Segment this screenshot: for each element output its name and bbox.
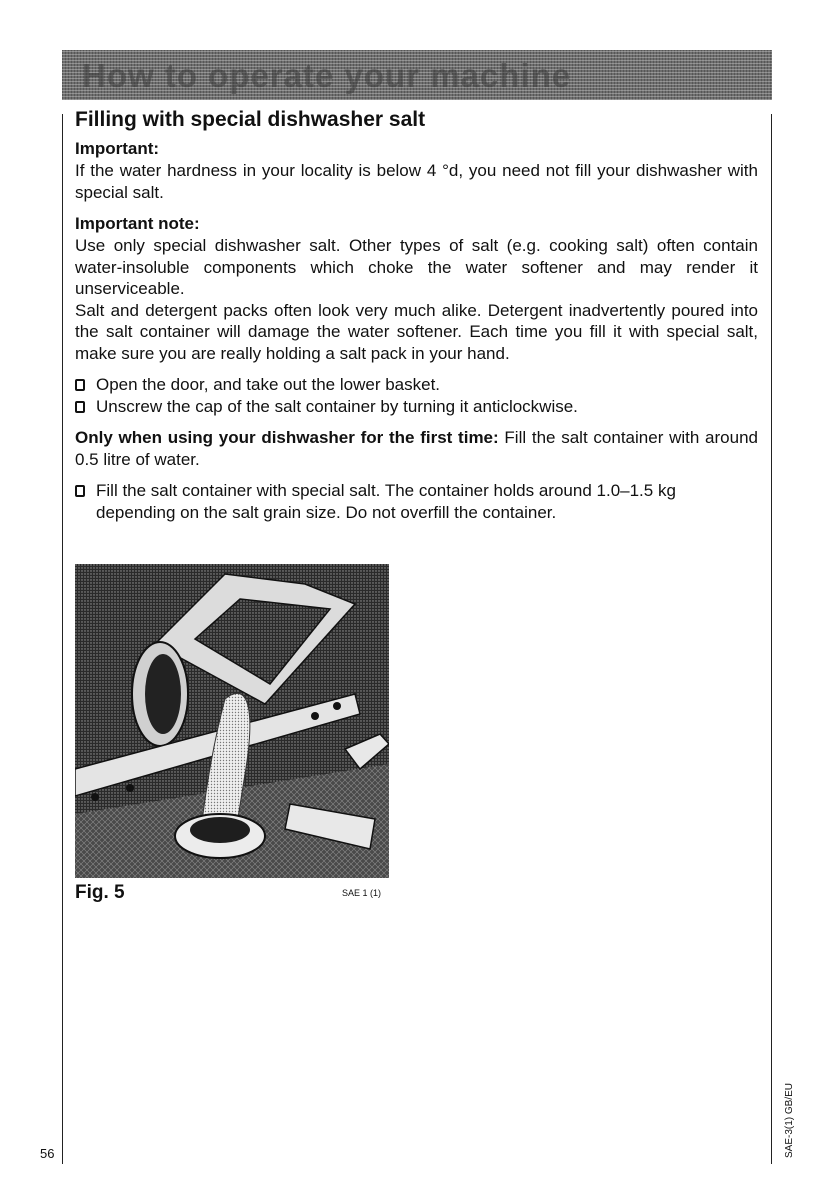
checkbox-icon [75,379,85,391]
left-margin-rule [62,114,63,1164]
important-label: Important: [75,139,160,158]
checkbox-icon [75,485,85,497]
step-open-door [75,374,758,396]
first-time-text: Fill the salt container with around 0.5 litre of water. [75,428,758,469]
step-text: Unscrew the cap of the salt container by turning it anticlockwise. [96,396,578,416]
note-text-2: Salt and detergent packs often look very much alike. Detergent inadvertently poured into the salt container will damage the water softener. Each time you fill it with special salt, make sure you are really holding a salt pack in your hand. [75,300,758,363]
first-time-paragraph [75,427,758,470]
section-title: Filling with special dishwasher salt [75,108,426,131]
checkbox-icon [75,401,85,413]
note-text-1: Use only special dishwasher salt. Other types of salt (e.g. cooking salt) often contain water-insoluble components which choke the water softener and may render it unserviceable. [75,236,758,298]
note-label: Important note: [75,214,200,233]
right-margin-rule [771,114,772,1164]
document-code: SAE-3(1) GB/EU [784,1082,795,1158]
header-band [62,50,772,100]
first-time-label: Only when using your dishwasher for the first time: [75,428,499,447]
figure-code: SAE 1 (1) [342,888,382,898]
important-text: If the water hardness in your locality is below 4 °d, you need not fill your dishwasher with special salt. [75,161,758,202]
illustration-svg [75,564,389,878]
step-unscrew-cap [75,396,758,418]
step-text: Fill the salt container with special salt. The container holds around 1.0–1.5 kg depending on the salt grain size. Do not overfill the container. [96,481,676,522]
step-text: Open the door, and take out the lower basket. [96,375,441,394]
header-title: How to operate your machine [82,57,572,94]
page-number: 56 [40,1146,55,1161]
main-content [75,108,758,523]
salt-fill-illustration [75,564,389,878]
figure-label: Fig. 5 [75,882,125,903]
step-fill-salt [75,480,758,523]
